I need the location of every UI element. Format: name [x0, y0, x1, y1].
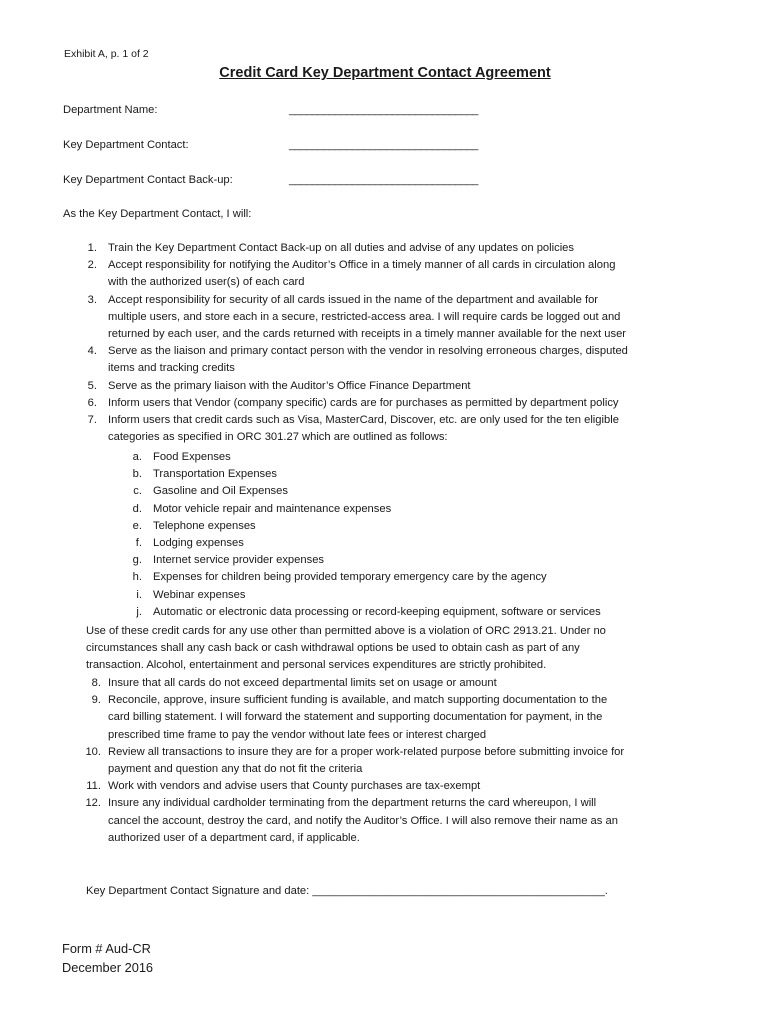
category-text: Telephone expenses: [153, 519, 256, 532]
paragraph-line: Use of these credit cards for any use other than permitted above is a violation of ORC 2913.21. Under no: [86, 625, 606, 637]
list-item-text: categories as specified in ORC 301.27 which are outlined as follows:: [108, 431, 448, 444]
category-letter: f.: [135, 537, 142, 549]
category-text: Gasoline and Oil Expenses: [153, 485, 288, 498]
form-number: Form # Aud-CR: [62, 941, 151, 956]
form-date: December 2016: [62, 960, 154, 975]
list-item-number: 3.: [87, 293, 97, 306]
list-item-text: Serve as the primary liaison with the Auditor’s Office Finance Department: [108, 379, 471, 392]
list-item-text: items and tracking credits: [108, 362, 235, 375]
key-contact-backup-label: Key Department Contact Back-up:: [63, 174, 233, 186]
category-text: Food Expenses: [153, 451, 231, 463]
list-item-number: 5.: [87, 379, 97, 392]
list-item-text: Accept responsibility for notifying the Auditor’s Office in a timely manner of all cards in circulation along: [108, 259, 616, 272]
exhibit-label: Exhibit A, p. 1 of 2: [64, 48, 149, 60]
key-contact-blank: _________________________________: [289, 139, 478, 151]
department-name-label: Department Name:: [63, 104, 158, 116]
list-item-number: 7.: [87, 414, 97, 426]
category-letter: i.: [136, 588, 142, 601]
list-item-text: prescribed time frame to pay the vendor without late fees or interest charged: [108, 728, 487, 741]
list-item-number: 9.: [91, 694, 101, 707]
list-item-text: Accept responsibility for security of all cards issued in the name of the department and available for: [108, 293, 599, 306]
list-item-number: 4.: [87, 345, 97, 358]
list-item-number: 10.: [85, 745, 101, 758]
category-text: Transportation Expenses: [153, 468, 277, 481]
list-item-text: cancel the account, destroy the card, and notify the Auditor’s Office. I will also remove their name as an: [108, 814, 618, 827]
list-item-text: Review all transactions to insure they are for a proper work-related purpose before submitting invoice for: [108, 745, 625, 758]
key-contact-backup-blank: _________________________________: [289, 174, 478, 186]
category-text: Webinar expenses: [153, 588, 246, 601]
list-item-text: Reconcile, approve, insure sufficient funding is available, and match supporting documentation to the: [108, 694, 608, 707]
list-item-text: card billing statement. I will forward the statement and supporting documentation for payment, in the: [108, 711, 603, 724]
category-text: Lodging expenses: [153, 537, 244, 549]
list-item-number: 6.: [87, 396, 97, 409]
list-item-text: authorized user of a department card, if applicable.: [108, 831, 360, 844]
list-item-text: Work with vendors and advise users that County purchases are tax-exempt: [108, 780, 481, 793]
list-item-number: 1.: [87, 242, 97, 254]
category-letter: j.: [136, 605, 142, 618]
category-text: Automatic or electronic data processing or record-keeping equipment, software or services: [153, 605, 601, 618]
list-item-text: Train the Key Department Contact Back-up on all duties and advise of any updates on policies: [108, 242, 575, 254]
department-name-blank: _________________________________: [289, 104, 478, 116]
page-title: Credit Card Key Department Contact Agreement: [219, 65, 551, 81]
list-item-text: Insure that all cards do not exceed departmental limits set on usage or amount: [108, 677, 497, 689]
key-contact-label: Key Department Contact:: [63, 139, 189, 151]
signature-blank: _______________________________________________.: [312, 885, 608, 897]
list-item-text: payment and question any that do not fit the criteria: [108, 763, 363, 775]
paragraph-line: circumstances shall any cash back or cash withdrawal options be used to obtain cash as part of any: [86, 642, 580, 655]
list-item-number: 11.: [86, 780, 101, 793]
category-letter: d.: [132, 502, 142, 515]
category-text: Motor vehicle repair and maintenance expenses: [153, 502, 392, 515]
signature-line: [86, 883, 608, 900]
list-item-text: Inform users that credit cards such as Visa, MasterCard, Discover, etc. are only used for the ten eligible: [108, 414, 619, 426]
list-item-text: with the authorized user(s) of each card: [108, 276, 305, 289]
list-item-text: Serve as the liaison and primary contact person with the vendor in resolving erroneous charges, disputed: [108, 345, 628, 358]
list-item-text: multiple users, and store each in a secure, restricted-access area. I will require cards be logged out and: [108, 310, 621, 323]
signature-label: Key Department Contact Signature and date:: [86, 885, 313, 897]
list-item-number: 2.: [87, 259, 97, 272]
list-item-number: 8.: [91, 677, 101, 689]
category-text: Expenses for children being provided temporary emergency care by the agency: [153, 571, 547, 584]
category-letter: a.: [132, 451, 142, 463]
intro-text: As the Key Department Contact, I will:: [63, 208, 252, 220]
category-text: Internet service provider expenses: [153, 554, 325, 567]
list-item-number: 12.: [85, 797, 101, 810]
paragraph-line: transaction. Alcohol, entertainment and personal services expenditures are strictly prohibited.: [86, 659, 547, 672]
category-letter: e.: [132, 519, 142, 532]
category-letter: g.: [132, 554, 142, 567]
list-item-text: Insure any individual cardholder terminating from the department returns the card whereupon, I will: [108, 797, 597, 810]
category-letter: b.: [132, 468, 142, 481]
category-letter: h.: [132, 571, 142, 584]
category-letter: c.: [133, 485, 142, 498]
list-item-text: returned by each user, and the cards returned with receipts in a timely manner available for the next user: [108, 328, 627, 340]
list-item-text: Inform users that Vendor (company specific) cards are for purchases as permitted by department policy: [108, 396, 619, 409]
